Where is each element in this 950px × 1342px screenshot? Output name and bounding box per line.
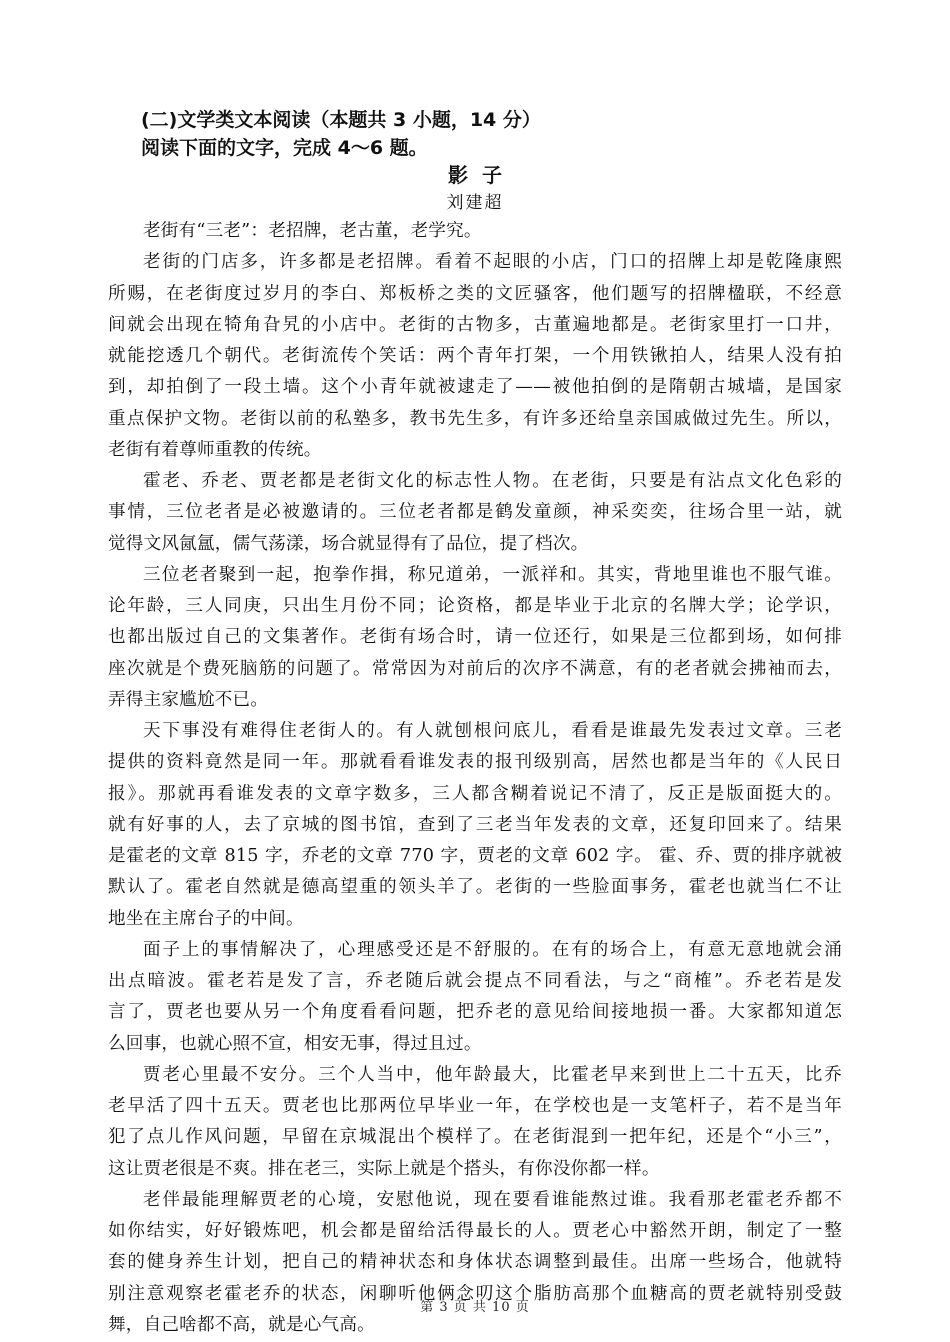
section-instruction: 阅读下面的文字，完成 4～6 题。 bbox=[141, 137, 428, 159]
text-line: 地坐在主席台子的中间。 bbox=[108, 908, 304, 929]
text-line: 言了，贾老也要从另一个角度看看问题，把乔老的意见给间接地损一番。大家都知道怎 bbox=[108, 1002, 842, 1023]
text-line: 么回事，也就心照不宣，相安无事，得过且过。 bbox=[108, 1033, 482, 1054]
text-line: 就能挖透几个朝代。老街流传个笑话：两个青年打架，一个用铁锹拍人，结果人没有拍 bbox=[108, 346, 842, 366]
text-line: 套的健身养生计划，把自己的精神状态和身体状态调整到最佳。出席一些场合，他就特 bbox=[108, 1252, 842, 1273]
text-line: 别注意观察老霍老乔的状态，闲聊听他俩念叨这个脂肪高那个血糖高的贾老就特别受鼓 bbox=[108, 1283, 842, 1304]
text-line: 老伴最能理解贾老的心境，安慰他说，现在要看谁能熬过谁。我看那老霍老乔都不 bbox=[143, 1189, 842, 1210]
text-line: 也都出版过自己的文集著作。老街有场合时，请一位还行，如果是三位都到场，如何排 bbox=[108, 627, 842, 648]
text-line: 重点保护文物。老街以前的私塾多，教书先生多，有许多还给皇亲国戚做过先生。所以， bbox=[108, 408, 842, 429]
text-line: 所赐，在老街度过岁月的李白、郑板桥之类的文匠骚客，他们题写的招牌楹联，不经意 bbox=[108, 283, 842, 304]
text-line: 事情，三位老者是必被邀请的。三位老者都是鹤发童颜，神采奕奕，往场合里一站，就 bbox=[108, 502, 842, 523]
text-line: 这让贾老很是不爽。排在老三，实际上就是个搭头，有你没你都一样。 bbox=[108, 1158, 660, 1179]
text-line: 出点暗波。霍老若是发了言，乔老随后就会提点不同看法，与之“商榷”。乔老若是发 bbox=[108, 971, 842, 991]
text-line: 三位老者聚到一起，抱拳作揖，称兄道弟，一派祥和。其实，背地里谁也不服气谁。 bbox=[143, 564, 842, 585]
text-line: 默认了。霍老自然就是德高望重的领头羊了。老街的一些脸面事务，霍老也就当仁不让 bbox=[108, 877, 842, 898]
page-number: 第 3 页 共 10 页 bbox=[420, 1300, 530, 1315]
text-line: 论年龄，三人同庚，只出生月份不同；论资格，都是毕业于北京的名牌大学；论学识， bbox=[108, 596, 842, 616]
text-line: 老街的门店多，许多都是老招牌。看着不起眼的小店，门口的招牌上却是乾隆康熙 bbox=[143, 252, 842, 273]
text-line: 老街有“三老”：老招牌，老古董，老学究。 bbox=[143, 221, 482, 241]
text-line: 老街有着尊师重教的传统。 bbox=[108, 439, 322, 460]
text-line: 报》。那就再看谁发表的文章字数多，三人都含糊着说记不清了，反正是版面挺大的。 bbox=[108, 783, 842, 804]
section-heading: (二)文学类文本阅读（本题共 3 小题，14 分） bbox=[141, 109, 541, 131]
text-line: 座次就是个费死脑筋的问题了。常常因为对前后的次序不满意，有的老者就会拂袖而去， bbox=[108, 658, 842, 679]
text-line: 间就会出现在犄角旮旯的小店中。老街的古物多，古董遍地都是。老街家里打一口井， bbox=[108, 314, 842, 335]
text-line: 如你结实，好好锻炼吧，机会都是留给活得最长的人。贾老心中豁然开朗，制定了一整 bbox=[108, 1221, 842, 1241]
story-body bbox=[108, 216, 842, 1341]
text-line: 面子上的事情解决了，心理感受还是不舒服的。在有的场合上，有意无意地就会涌 bbox=[143, 939, 842, 960]
text-line: 到，却拍倒了一段土墙。这个小青年就被逮走了——被他拍倒的是隋朝古城墙，是国家 bbox=[108, 377, 842, 398]
text-line: 天下事没有难得住老街人的。有人就刨根问底儿，看看是谁最先发表过文章。三老 bbox=[143, 721, 842, 741]
text-line: 觉得文风氤氲，儒气荡漾，场合就显得有了品位，提了档次。 bbox=[108, 533, 589, 554]
text-line: 提供的资料竟然是同一年。那就看看谁发表的报刊级别高，居然也都是当年的《人民日 bbox=[108, 752, 842, 773]
text-line: 贾老心里最不安分。三个人当中，他年龄最大，比霍老早来到世上二十五天，比乔 bbox=[143, 1064, 842, 1085]
text-line: 老早活了四十五天。贾老也比那两位早毕业一年，在学校也是一支笔杆子，若不是当年 bbox=[108, 1096, 842, 1116]
text-line: 弄得主家尴尬不已。 bbox=[108, 689, 269, 710]
text-line: 是霍老的文章 815 字，乔老的文章 770 字，贾老的文章 602 字。 霍、乔、贾的排序就被 bbox=[108, 846, 842, 866]
text-line: 霍老、乔老、贾老都是老街文化的标志性人物。在老街，只要是有沾点文化色彩的 bbox=[143, 471, 842, 491]
text-line: 就有好事的人，去了京城的图书馆，查到了三老当年发表的文章，还复印回来了。结果 bbox=[108, 814, 842, 835]
story-title: 影子 bbox=[448, 163, 516, 187]
text-line: 舞，自己啥都不高，就是心气高。 bbox=[108, 1314, 375, 1335]
text-line: 犯了点儿作风问题，早留在京城混出个模样了。在老街混到一把年纪，还是个“小三”， bbox=[108, 1127, 842, 1148]
story-author: 刘建超 bbox=[446, 193, 504, 213]
